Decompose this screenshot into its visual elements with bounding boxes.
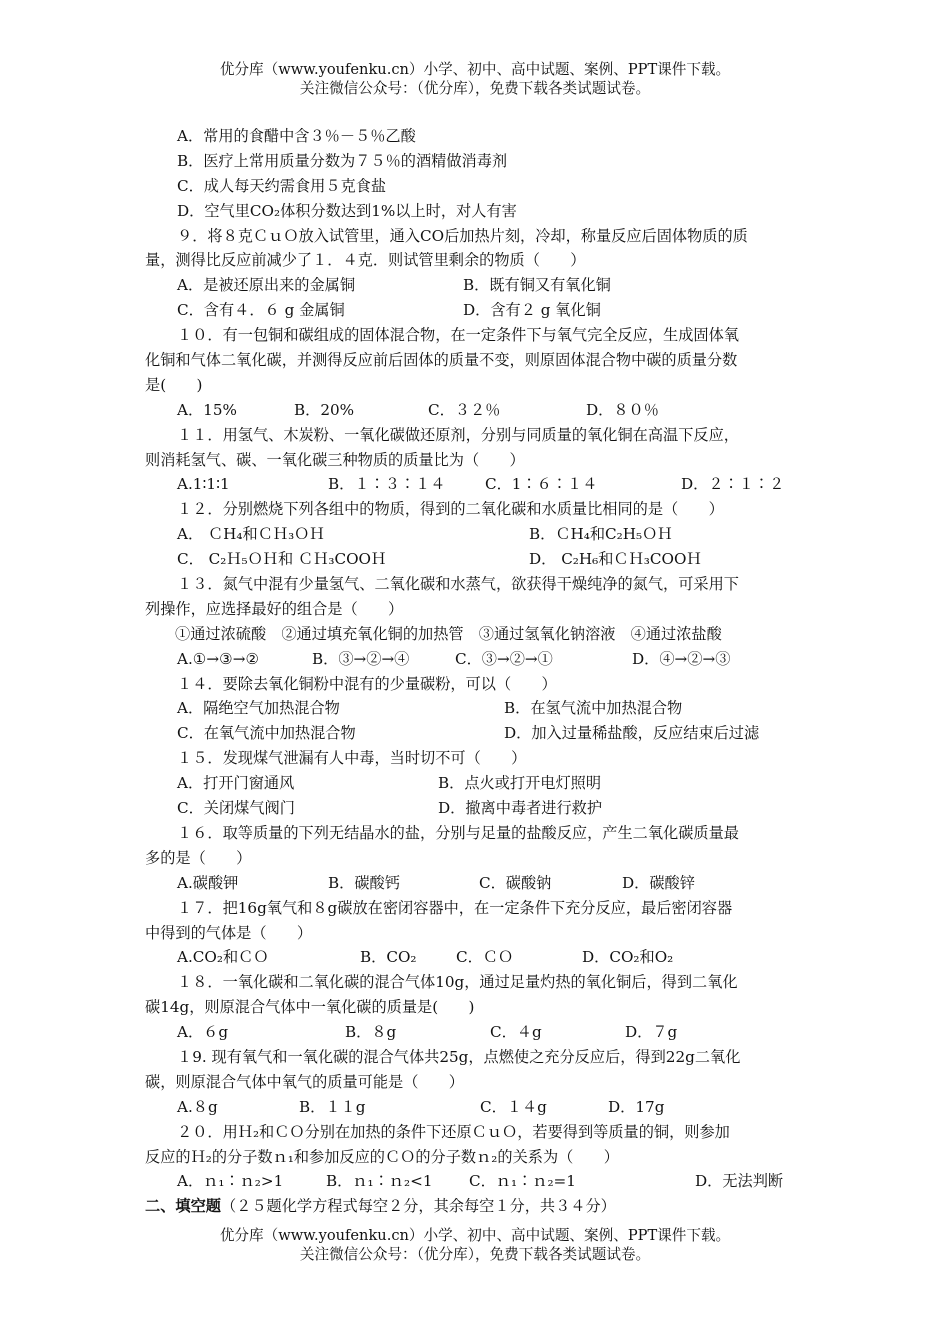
q20-stem-line2: 反应的Ｈ₂的分子数ｎ₁和参加反应的ＣＯ的分子数ｎ₂的关系为（ ）: [145, 1147, 619, 1166]
q19-options: [145, 1095, 810, 1120]
q19-stem-line1: １9. 现有氧气和一氧化碳的混合气体共25g，点燃使之充分反应后，得到22g二氧化: [177, 1047, 741, 1066]
q11-stem-line2: 则消耗氢气、碳、一氧化碳三种物质的质量比为（ ）: [145, 450, 525, 469]
q12-options-row1: [145, 522, 810, 547]
q12-stem: １２．分别燃烧下列各组中的物质，得到的二氧化碳和水质量比相同的是（ ）: [177, 500, 724, 519]
q16-option-b: B．碳酸钙: [328, 873, 400, 892]
q20-option-d: D．无法判断: [695, 1172, 784, 1191]
q11-options: [145, 472, 810, 497]
q17-option-d: D．CO₂和O₂: [582, 948, 674, 967]
q18-option-d: D．７g: [625, 1023, 678, 1042]
q13-stem-line2: 列操作，应选择最好的组合是（ ）: [145, 599, 404, 618]
q9-option-a: A．是被还原出来的金属铜: [177, 276, 356, 295]
q18-stem-line1: １８．一氧化碳和二氧化碳的混合气体10g，通过足量灼热的氧化铜后，得到二氧化: [177, 973, 738, 992]
q10-stem-line1: １０．有一包铜和碳组成的固体混合物，在一定条件下与氧气完全反应，生成固体氧: [177, 326, 739, 345]
q18-option-a: A．６g: [177, 1023, 229, 1042]
q17-option-b: B．CO₂: [360, 948, 417, 967]
q20-option-a: A．ｎ₁∶ｎ₂>1: [177, 1172, 284, 1191]
q8-option-d: D．空气里CO₂体积分数达到1%以上时，对人有害: [177, 201, 517, 220]
q9-option-b: B．既有铜又有氧化铜: [463, 276, 611, 295]
q12-option-c: C． C₂Ｈ₅ＯＨ和 ＣＨ₃COOＨ: [177, 550, 387, 569]
q20-stem-line1: ２０．用Ｈ₂和ＣＯ分别在加热的条件下还原ＣｕＯ，若要得到等质量的铜，则参加: [177, 1122, 730, 1141]
q10-stem-line3: 是( ): [145, 375, 203, 394]
q17-option-a: A.CO₂和ＣＯ: [177, 948, 269, 967]
header-line-2: 关注微信公众号：（优分库），免费下载各类试题试卷。: [299, 80, 651, 97]
q15-option-a: A．打开门窗通风: [177, 774, 295, 793]
q12-option-b: B．ＣH₄和C₂H₅ＯＨ: [529, 525, 673, 544]
q18-stem-line2: 碳14g，则原混合气体中一氧化碳的质量是( ): [145, 998, 475, 1017]
q14-stem: １４．要除去氧化铜粉中混有的少量碳粉，可以（ ）: [177, 674, 557, 693]
q16-options: [145, 871, 810, 896]
q20-option-b: B．ｎ₁∶ｎ₂<1: [326, 1172, 433, 1191]
q14-option-a: A．隔绝空气加热混合物: [177, 699, 340, 718]
footer-line-2: 关注微信公众号：（优分库），免费下载各类试题试卷。: [299, 1246, 651, 1263]
q18-option-b: B．８g: [345, 1023, 397, 1042]
q18-option-c: C．４g: [490, 1023, 542, 1042]
header-line-1: 优分库（www.youfenku.cn）小学、初中、高中试题、案例、PPT课件下载。: [219, 61, 731, 78]
q12-option-a: A． ＣH₄和ＣＨ₃ＯＨ: [177, 525, 325, 544]
q17-stem-line1: １７．把16g氧气和８g碳放在密闭容器中，在一定条件下充分反应，最后密闭容器: [177, 898, 733, 917]
q12-options-row2: [145, 547, 810, 572]
q20-options: [145, 1169, 810, 1194]
q9-option-c: C．含有４．６ g 金属铜: [177, 301, 345, 320]
q13-options: [145, 647, 810, 672]
q20-option-c: C．ｎ₁∶ｎ₂=1: [469, 1172, 576, 1191]
q19-stem-line2: 碳，则原混合气体中氧气的质量可能是（ ）: [145, 1072, 464, 1091]
q13-option-b: B．③→②→④: [312, 649, 410, 668]
q10-options: [145, 398, 810, 423]
q14-option-b: B．在氢气流中加热混合物: [504, 699, 683, 718]
q14-options-row1: [145, 696, 810, 721]
q8-option-c: C．成人每天约需食用５克食盐: [177, 176, 387, 195]
q13-option-d: D．④→②→③: [632, 649, 731, 668]
section-2-title: 二、填空题: [145, 1197, 221, 1216]
q19-option-a: A.８g: [177, 1097, 218, 1116]
q13-operations: ①通过浓硫酸 ②通过填充氧化铜的加热管 ③通过氢氧化钠溶液 ④通过浓盐酸: [175, 624, 722, 643]
q10-option-c: C．３２％: [428, 400, 501, 419]
exam-content: [145, 124, 810, 1219]
q16-option-a: A.碳酸钾: [177, 873, 239, 892]
q10-option-d: D．８０％: [586, 400, 659, 419]
q10-option-a: A．15%: [177, 400, 237, 419]
section-2-note: （２５题化学方程式每空２分，其余每空１分，共３４分）: [220, 1197, 616, 1216]
q16-stem-line1: １６．取等质量的下列无结晶水的盐，分别与足量的盐酸反应，产生二氧化碳质量最: [177, 823, 739, 842]
q9-stem-line2: 量，测得比反应前减少了１．４克．则试管里剩余的物质（ ）: [145, 251, 586, 270]
page-footer: [0, 1226, 950, 1264]
q14-options-row2: [145, 721, 810, 746]
q16-stem-line2: 多的是（ ）: [145, 848, 252, 867]
q18-options: [145, 1020, 810, 1045]
q11-option-c: C．1∶６∶１４: [485, 475, 598, 494]
q19-option-c: C．１４g: [480, 1097, 547, 1116]
q16-option-d: D．碳酸锌: [622, 873, 695, 892]
q9-stem-line1: ９．将８克ＣｕＯ放入试管里，通入CO后加热片刻，冷却，称量反应后固体物质的质: [177, 226, 748, 245]
q9-option-d: D．含有２ g 氧化铜: [463, 301, 601, 320]
q9-options-row2: [145, 298, 810, 323]
section-2-heading: [145, 1194, 810, 1219]
q8-option-a: A．常用的食醋中含３％－５％乙酸: [177, 127, 416, 145]
q15-option-b: B．点火或打开电灯照明: [438, 774, 602, 793]
q8-option-b: B．医疗上常用质量分数为７５％的酒精做消毒剂: [177, 151, 508, 170]
q13-stem-line1: １３．氮气中混有少量氢气、二氧化碳和水蒸气，欲获得干燥纯净的氮气，可采用下: [177, 575, 739, 594]
q11-stem-line1: １１．用氢气、木炭粉、一氧化碳做还原剂，分别与同质量的氧化铜在高温下反应，: [177, 425, 739, 444]
q19-option-d: D．17g: [608, 1097, 665, 1116]
q14-option-d: D．加入过量稀盐酸，反应结束后过滤: [504, 724, 760, 743]
q17-options: [145, 945, 810, 970]
q16-option-c: C．碳酸钠: [479, 873, 552, 892]
q17-stem-line2: 中得到的气体是（ ）: [145, 923, 313, 942]
q19-option-b: B．１１g: [299, 1097, 366, 1116]
q11-option-d: D．２∶１∶２: [681, 475, 785, 494]
q11-option-a: A.1∶1∶1: [177, 475, 230, 494]
q17-option-c: C．ＣＯ: [456, 948, 514, 967]
q15-option-d: D．撤离中毒者进行救护: [438, 799, 603, 818]
q13-option-a: A.①→③→②: [177, 649, 260, 668]
q15-options-row1: [145, 771, 810, 796]
q10-stem-line2: 化铜和气体二氧化碳，并测得反应前后固体的质量不变，则原固体混合物中碳的质量分数: [145, 351, 738, 370]
q13-option-c: C．③→②→①: [455, 649, 553, 668]
q15-option-c: C．关闭煤气阀门: [177, 799, 295, 818]
q11-option-b: B．１∶３∶１４: [328, 475, 446, 494]
q12-option-d: D． C₂H₆和ＣＨ₃COOＨ: [529, 550, 702, 569]
q10-option-b: B．20%: [294, 400, 355, 419]
page-header: [0, 60, 950, 98]
q14-option-c: C．在氧气流中加热混合物: [177, 724, 356, 743]
footer-line-1: 优分库（www.youfenku.cn）小学、初中、高中试题、案例、PPT课件下载。: [219, 1227, 731, 1244]
q15-stem: １５．发现煤气泄漏有人中毒，当时切不可（ ）: [177, 749, 527, 768]
q9-options-row1: [145, 273, 810, 298]
q15-options-row2: [145, 796, 810, 821]
